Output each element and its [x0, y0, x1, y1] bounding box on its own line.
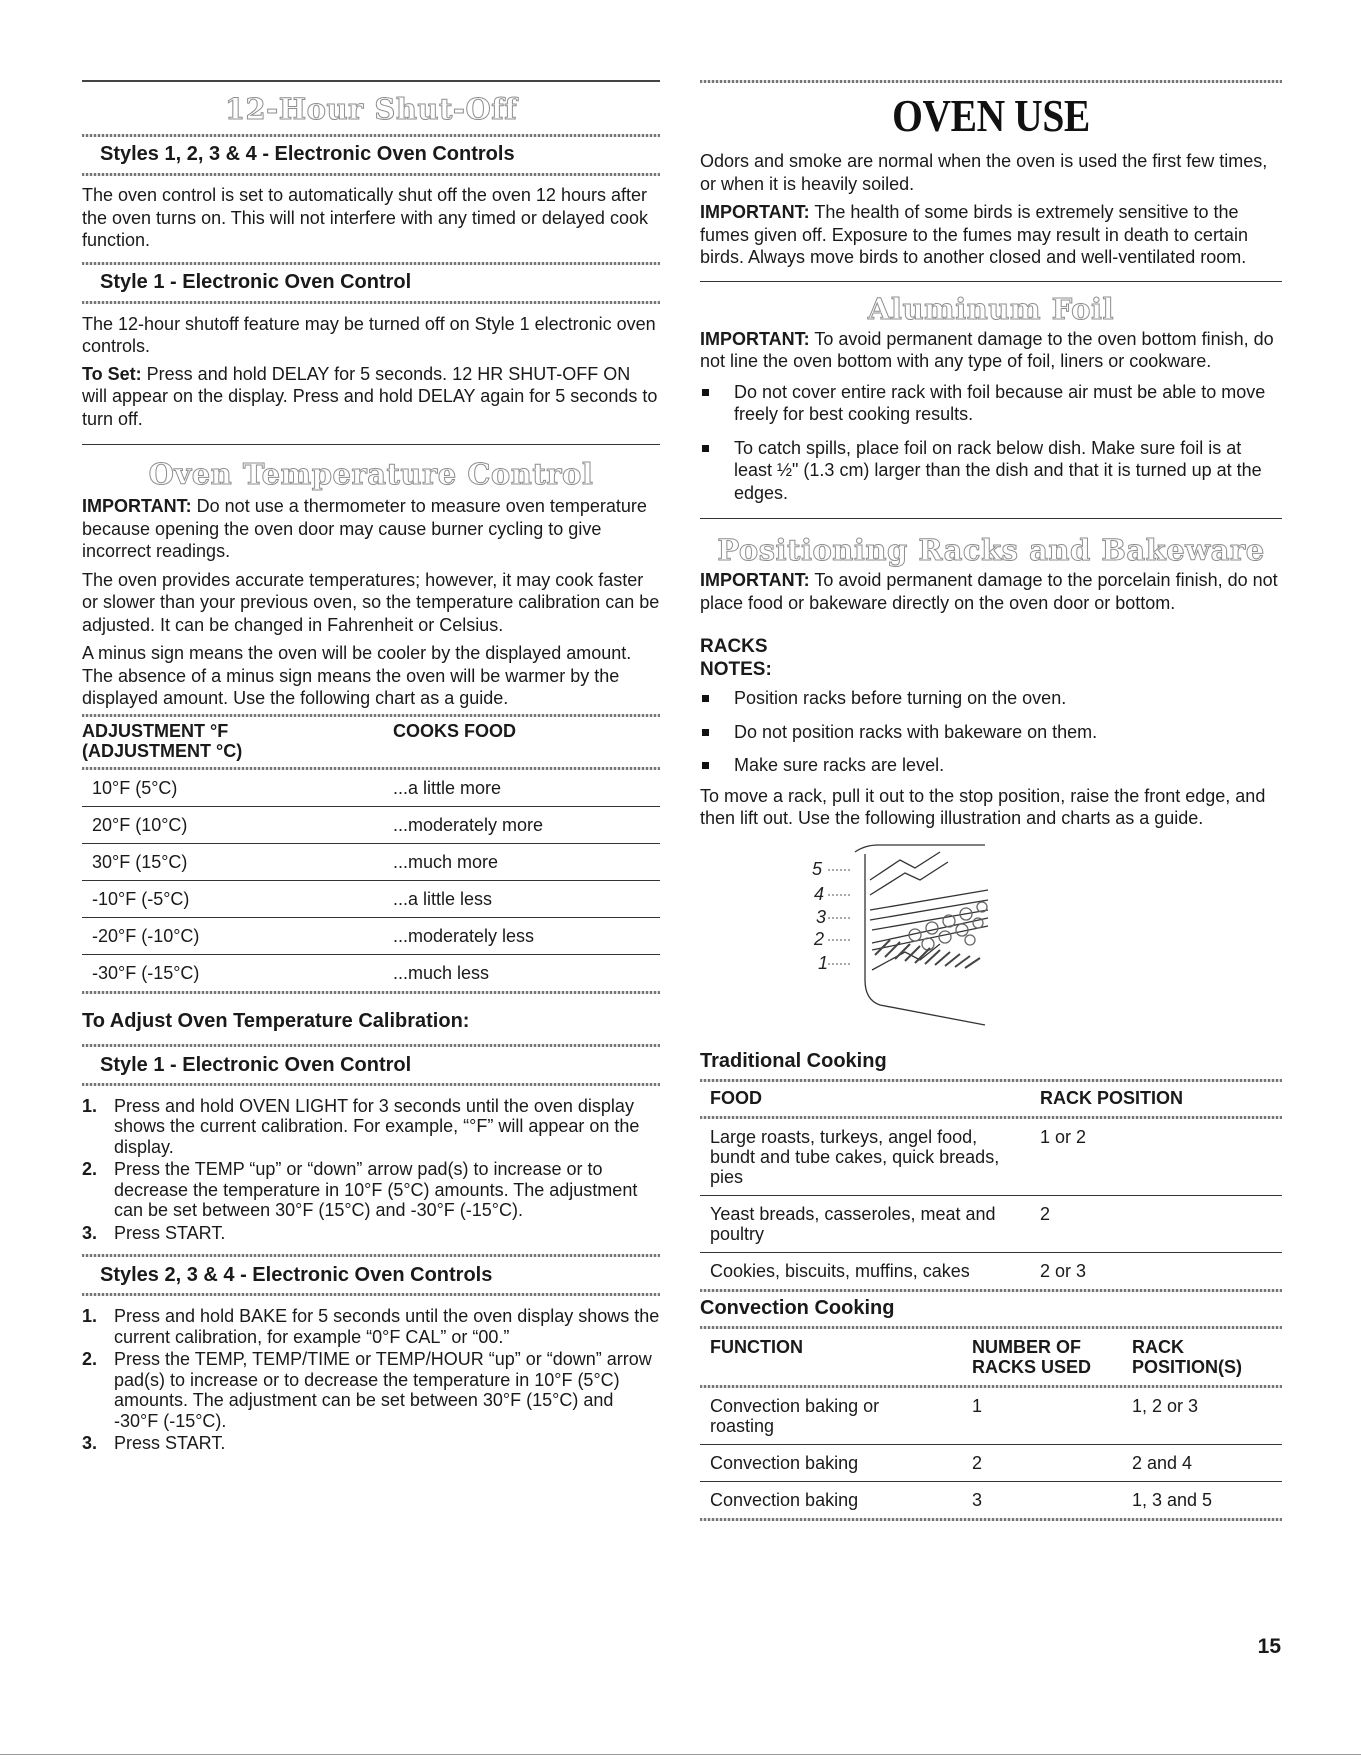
style234-steps [82, 1306, 660, 1454]
step-number: 1. [82, 1095, 98, 1116]
page-number: 15 [1257, 1635, 1281, 1658]
bullet-item: Make sure racks are level. [700, 754, 1282, 777]
step-text: Press the TEMP, TEMP/TIME or TEMP/HOUR “up” or “down” arrow pad(s) to increase or to decrease the temperature in 10°F (5°C) amounts. The adjustment can be set between 30°F (15°C) and -30°F (-15°C). [114, 1349, 652, 1431]
step-number: 3. [82, 1433, 98, 1453]
oven-use-heading: OVEN USE [892, 90, 1090, 141]
step-number: 2. [82, 1349, 98, 1369]
food-cell: Large roasts, turkeys, angel food, bundt and tube cakes, quick breads, pies [700, 1119, 1040, 1196]
shutoff-heading: 12-Hour Shut-Off [224, 92, 518, 126]
temp-heading: Oven Temperature Control [148, 457, 594, 491]
adjustment-value: 10°F (5°C) [82, 770, 393, 807]
convection-row [700, 1481, 1282, 1518]
foil-important: IMPORTANT: To avoid permanent damage to the oven bottom finish, do not line the oven bottom with any type of foil, liners or cookware. [700, 328, 1274, 371]
step-text: Press START. [114, 1222, 226, 1243]
bullet-item: Position racks before turning on the oven. [700, 687, 1282, 710]
rack-position-label: 3 [816, 906, 827, 927]
traditional-row [700, 1252, 1282, 1289]
step-item [82, 1306, 660, 1347]
rack-position-label: 1 [818, 952, 829, 973]
cooks-food-value: ...much more [393, 843, 660, 880]
number-cell: 3 [972, 1489, 983, 1510]
adjustment-row [82, 770, 660, 807]
left-column [82, 0, 660, 1454]
adjustment-row [82, 917, 660, 954]
top-rule [82, 80, 660, 82]
adjust-heading: To Adjust Oven Temperature Calibration: [82, 1009, 470, 1032]
step-text: Press and hold BAKE for 5 seconds until the oven display shows the current calibration, for example “0°F CAL” or “00.” [114, 1306, 660, 1347]
bullet-item: Do not position racks with bakeware on them. [700, 721, 1282, 744]
rack-position-label: 4 [814, 883, 825, 904]
traditional-table [700, 1119, 1282, 1289]
temp-p1: The oven provides accurate temperatures; however, it may cook faster or slower than your previous oven, so the temperature calibration can be adjusted. It can be changed in Fahrenheit or Celsius. [82, 569, 660, 635]
right-column [700, 0, 1282, 1521]
adjustment-row [82, 954, 660, 991]
shutoff-p1: The oven control is set to automatically shut off the oven 12 hours after the oven turns on. This will not interfere with any timed or delayed cook function. [82, 185, 648, 250]
foil-heading: Aluminum Foil [867, 291, 1115, 326]
to-set-label: To Set: [82, 363, 142, 384]
step-item [82, 1223, 660, 1244]
adjustment-row [82, 880, 660, 917]
adjustment-value: 20°F (10°C) [82, 806, 393, 843]
number-cell: 1 [972, 1388, 1132, 1445]
shutoff-sub2: Style 1 - Electronic Oven Control [100, 270, 412, 293]
cooks-food-value: ...a little more [393, 770, 660, 807]
adjustment-table [82, 721, 660, 761]
step-number: 2. [82, 1159, 98, 1179]
position-cell: 2 and 4 [1132, 1444, 1282, 1481]
position-cell: 1, 2 or 3 [1132, 1388, 1282, 1445]
adjustment-value: -20°F (-10°C) [82, 917, 393, 954]
rack-cell: 2 [1040, 1195, 1282, 1252]
step-item [82, 1159, 660, 1221]
oven-use-p1: Odors and smoke are normal when the oven is used the first few times, or when it is heavily soiled. [700, 151, 1268, 194]
function-cell: Convection baking [700, 1444, 972, 1481]
rack-position-label: 2 [814, 928, 825, 949]
traditional-row [700, 1119, 1282, 1196]
style1-heading: Style 1 - Electronic Oven Control [100, 1053, 412, 1076]
adjustment-value: -30°F (-15°C) [92, 962, 200, 983]
step-item [82, 1433, 660, 1454]
step-text: Press and hold OVEN LIGHT for 3 seconds until the oven display shows the current calibration. For example, “°F” will appear on the display. [114, 1095, 640, 1157]
step-item [82, 1096, 660, 1158]
rack-cell: 1 or 2 [1040, 1119, 1282, 1196]
temp-p2: A minus sign means the oven will be cooler by the displayed amount. The absence of a minus sign means the oven will be warmer by the displayed amount. Use the following chart as a guide. [82, 643, 632, 708]
food-cell: Yeast breads, casseroles, meat and poultry [700, 1195, 1040, 1252]
function-cell: Convection baking [710, 1489, 859, 1510]
racks-move-paragraph: To move a rack, pull it out to the stop position, raise the front edge, and then lift out. Use the following illustration and charts as a guide. [700, 785, 1266, 828]
shutoff-p2: The 12-hour shutoff feature may be turned off on Style 1 electronic oven controls. [82, 313, 656, 356]
racks-label: RACKS [700, 636, 768, 657]
rack-position-illustration [700, 840, 1282, 1050]
style234-heading: Styles 2, 3 & 4 - Electronic Oven Controls [100, 1264, 493, 1286]
step-number: 3. [82, 1222, 98, 1243]
racks-heading: Positioning Racks and Bakeware [717, 533, 1265, 567]
style1-steps [82, 1096, 660, 1244]
food-cell: Cookies, biscuits, muffins, cakes [710, 1260, 970, 1281]
rack-position-label: 5 [812, 858, 823, 879]
foil-bullets [700, 381, 1282, 505]
adjustment-row [82, 806, 660, 843]
number-cell: 2 [972, 1444, 1132, 1481]
adjustment-table-header: ADJUSTMENT °F (ADJUSTMENT °C) COOKS FOOD [82, 720, 517, 761]
traditional-row [700, 1195, 1282, 1252]
cooks-food-value: ...moderately more [393, 806, 660, 843]
step-item [82, 1349, 660, 1431]
adjustment-value: -10°F (-5°C) [82, 880, 393, 917]
convection-table [700, 1388, 1282, 1518]
cooks-food-value: ...much less [393, 962, 490, 983]
notes-label: NOTES: [700, 659, 772, 680]
adjustment-value: 30°F (15°C) [82, 843, 393, 880]
oven-use-important: IMPORTANT: The health of some birds is extremely sensitive to the fumes given off. Exposure to the fumes may result in death to certain birds. Always move birds to another closed and well-ventilated room. [700, 202, 1248, 267]
to-set-paragraph [82, 363, 660, 431]
temp-important: IMPORTANT: Do not use a thermometer to measure oven temperature because opening the oven door may cause burner cycling to give incorrect readings. [82, 496, 647, 561]
convection-row [700, 1388, 1282, 1445]
step-number: 1. [82, 1306, 98, 1326]
step-text: Press the TEMP “up” or “down” arrow pad(s) to increase or to decrease the temperature in 10°F (5°C) amounts. The adjustment can be set between 30°F (15°C) and -30°F (-15°C). [114, 1159, 638, 1220]
racks-important: IMPORTANT: To avoid permanent damage to the porcelain finish, do not place food or bakeware directly on the oven door or bottom. [700, 570, 1278, 613]
cooks-food-value: ...a little less [393, 880, 660, 917]
traditional-table-header: FOOD RACK POSITION [710, 1087, 1184, 1108]
shutoff-sub1: Styles 1, 2, 3 & 4 - Electronic Oven Controls [100, 143, 515, 165]
rack-notes [700, 687, 1282, 777]
adjustment-table-body [82, 770, 660, 991]
adjustment-row [82, 843, 660, 880]
to-set-text: Press and hold DELAY for 5 seconds. 12 HR SHUT-OFF ON will appear on the display. Press and hold DELAY again for 5 seconds to turn off. [82, 363, 658, 429]
step-text: Press START. [114, 1433, 226, 1453]
cooks-food-value: ...moderately less [393, 917, 660, 954]
position-cell: 1, 3 and 5 [1132, 1489, 1213, 1510]
bullet-item: To catch spills, place foil on rack below dish. Make sure foil is at least ½" (1.3 cm) larger than the dish and that it is turned up at the edges. [700, 437, 1282, 505]
traditional-heading: Traditional Cooking [700, 1049, 887, 1072]
convection-row [700, 1444, 1282, 1481]
convection-table-header: FUNCTION NUMBER OF RACKS USED RACK POSITION(S) [710, 1336, 1243, 1377]
bullet-item: Do not cover entire rack with foil because air must be able to move freely for best cooking results. [700, 381, 1282, 426]
convection-heading: Convection Cooking [700, 1296, 895, 1319]
function-cell: Convection baking or roasting [700, 1388, 972, 1445]
rack-cell: 2 or 3 [1040, 1260, 1087, 1281]
